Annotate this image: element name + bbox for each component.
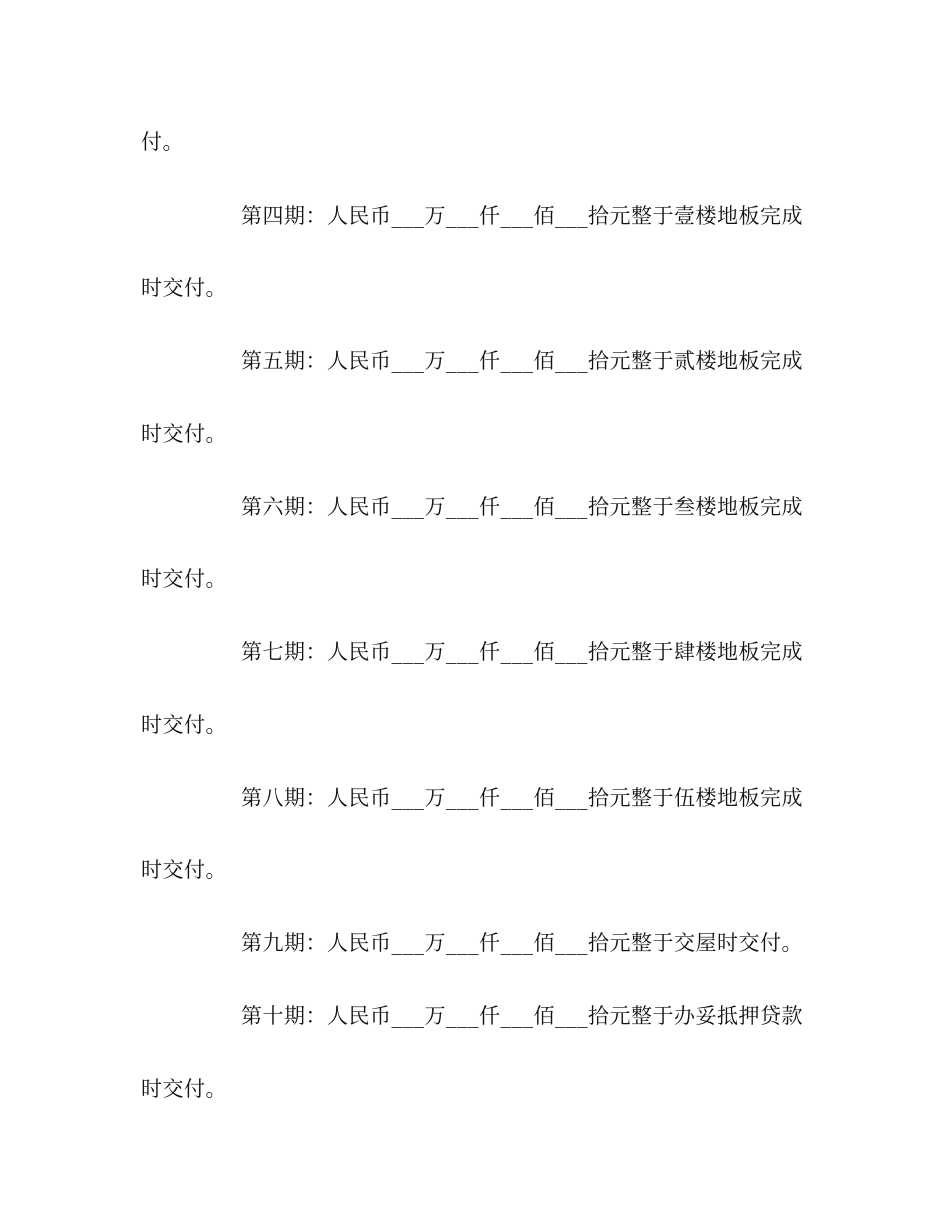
installment-10-line: 第十期：人民币___万___仟___佰___拾元整于办妥抵押贷款	[241, 1004, 803, 1028]
continuation-line: 时交付。	[141, 276, 227, 300]
continuation-line: 时交付。	[141, 1077, 227, 1101]
installment-7-line: 第七期：人民币___万___仟___佰___拾元整于肆楼地板完成	[241, 640, 803, 664]
continuation-line: 时交付。	[141, 713, 227, 737]
installment-8-line: 第八期：人民币___万___仟___佰___拾元整于伍楼地板完成	[241, 786, 803, 810]
continuation-line: 时交付。	[141, 567, 227, 591]
continuation-line: 时交付。	[141, 422, 227, 446]
installment-4-line: 第四期：人民币___万___仟___佰___拾元整于壹楼地板完成	[241, 204, 803, 228]
continuation-line: 时交付。	[141, 858, 227, 882]
installment-6-line: 第六期：人民币___万___仟___佰___拾元整于叁楼地板完成	[241, 495, 803, 519]
continuation-line: 付。	[141, 130, 184, 154]
installment-5-line: 第五期：人民币___万___仟___佰___拾元整于贰楼地板完成	[241, 349, 803, 373]
installment-9-line: 第九期：人民币___万___仟___佰___拾元整于交屋时交付。	[241, 931, 803, 955]
